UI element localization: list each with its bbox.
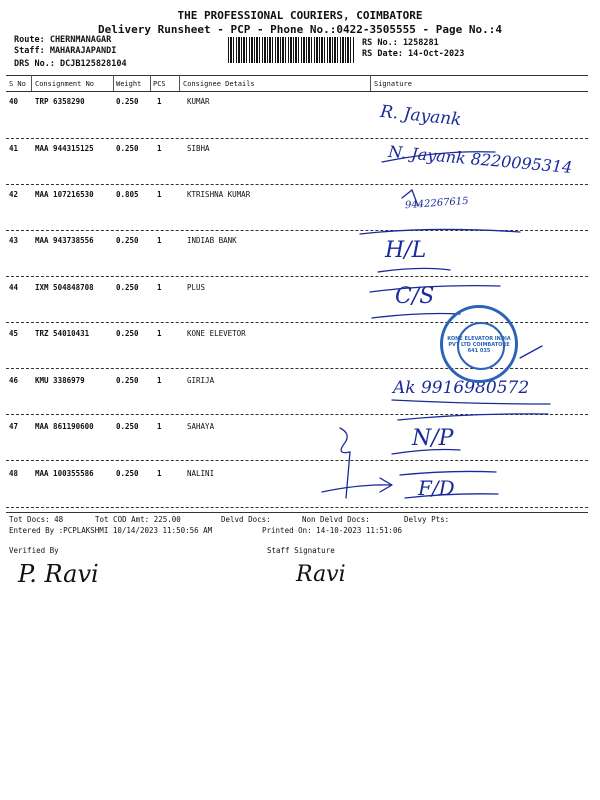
row-weight: 0.250 (116, 144, 139, 153)
printed-on: Printed On: 14-10-2023 11:51:06 (262, 526, 402, 535)
company-title: THE PROFESSIONAL COURIERS, COIMBATORE (177, 9, 423, 22)
row-signature: Ak 9916980572 (393, 378, 530, 398)
non-delvd-docs: Non Delvd Docs: (302, 515, 370, 524)
delvd-docs: Delvd Docs: (221, 515, 271, 524)
row-consignee: PLUS (187, 283, 206, 292)
row-sno: 45 (9, 329, 19, 338)
row-pcs: 1 (157, 144, 162, 153)
row-pcs: 1 (157, 469, 162, 478)
row-consignee: GIRIJA (187, 376, 215, 385)
company-stamp (440, 305, 518, 383)
header-consignment: Consignment No (35, 80, 95, 88)
row-consignee: NALINI (187, 469, 215, 478)
row-sno: 44 (9, 283, 19, 292)
row-consignment: IXM 504848708 (35, 283, 94, 292)
header-signature: Signature (374, 80, 412, 88)
runsheet-subtitle: Delivery Runsheet - PCP - Phone No.:0422-3505555 - Page No.:4 (98, 23, 502, 36)
verified-by-label: Verified By (9, 546, 59, 555)
row-signature: N. Jayank 8220095314 (387, 141, 574, 178)
tot-cod-amt: Tot COD Amt: 225.00 (95, 515, 181, 524)
row-weight: 0.250 (116, 376, 139, 385)
row-sno: 40 (9, 97, 19, 106)
row-pcs: 1 (157, 190, 162, 199)
row-consignee: KTRISHNA KUMAR (187, 190, 251, 199)
row-weight: 0.250 (116, 97, 139, 106)
header-pcs: PCS (153, 80, 166, 88)
row-consignee: SAHAYA (187, 422, 215, 431)
row-sno: 41 (9, 144, 19, 153)
row-sno: 43 (9, 236, 19, 245)
row-consignee: KUMAR (187, 97, 210, 106)
delvy-pts: Delvy Pts: (404, 515, 450, 524)
row-pcs: 1 (157, 283, 162, 292)
row-consignment: MAA 100355586 (35, 469, 94, 478)
row-consignee: SIBHA (187, 144, 210, 153)
row-sno: 46 (9, 376, 19, 385)
verified-signature: P. Ravi (18, 560, 99, 588)
row-weight: 0.250 (116, 236, 139, 245)
row-consignment: TRP 6358290 (35, 97, 85, 106)
row-sno: 47 (9, 422, 19, 431)
row-consignment: MAA 943738556 (35, 236, 94, 245)
route-label: Route: CHERNMANAGAR (14, 35, 112, 45)
row-pcs: 1 (157, 236, 162, 245)
row-consignment: KMU 3386979 (35, 376, 85, 385)
rs-number: RS No.: 1258281 (362, 38, 439, 48)
drs-number: DRS No.: DCJB125828104 (14, 59, 127, 69)
row-weight: 0.250 (116, 329, 139, 338)
tot-docs: Tot Docs: 48 (9, 515, 64, 524)
staff-signature-label: Staff Signature (267, 546, 335, 555)
row-consignment: MAA 861190600 (35, 422, 94, 431)
row-signature: H/L (385, 238, 427, 263)
header-sno: S No (9, 80, 26, 88)
row-signature: R. Jayank (379, 101, 463, 131)
row-sno: 42 (9, 190, 19, 199)
row-signature: 9442267615 (404, 195, 469, 212)
row-consignee: KONE ELEVETOR (187, 329, 246, 338)
header-weight: Weight (116, 80, 142, 88)
row-weight: 0.250 (116, 422, 139, 431)
row-pcs: 1 (157, 422, 162, 431)
entered-by: Entered By :PCPLAKSHMI 10/14/2023 11:50:56 AM (9, 526, 213, 535)
row-consignment: MAA 107216530 (35, 190, 94, 199)
row-weight: 0.805 (116, 190, 139, 199)
stamp-text: KONE ELEVATOR INDIA PVT LTD COIMBATORE 641 035 (447, 336, 511, 354)
row-signature: N/P (412, 426, 454, 451)
row-sno: 48 (9, 469, 19, 478)
row-pcs: 1 (157, 97, 162, 106)
row-pcs: 1 (157, 376, 162, 385)
row-signature: C/S (395, 284, 435, 309)
footer-rule (6, 512, 588, 513)
row-consignee: INDIAB BANK (187, 236, 237, 245)
staff-signature: Ravi (296, 562, 346, 587)
row-consignment: MAA 944315125 (35, 144, 94, 153)
row-pcs: 1 (157, 329, 162, 338)
row-weight: 0.250 (116, 469, 139, 478)
rs-date: RS Date: 14-Oct-2023 (362, 49, 465, 59)
row-signature: F/D (418, 476, 455, 500)
row-weight: 0.250 (116, 283, 139, 292)
header-consignee: Consignee Details (183, 80, 255, 88)
row-consignment: TRZ 54010431 (35, 329, 90, 338)
staff-label: Staff: MAHARAJAPANDI (14, 46, 117, 56)
